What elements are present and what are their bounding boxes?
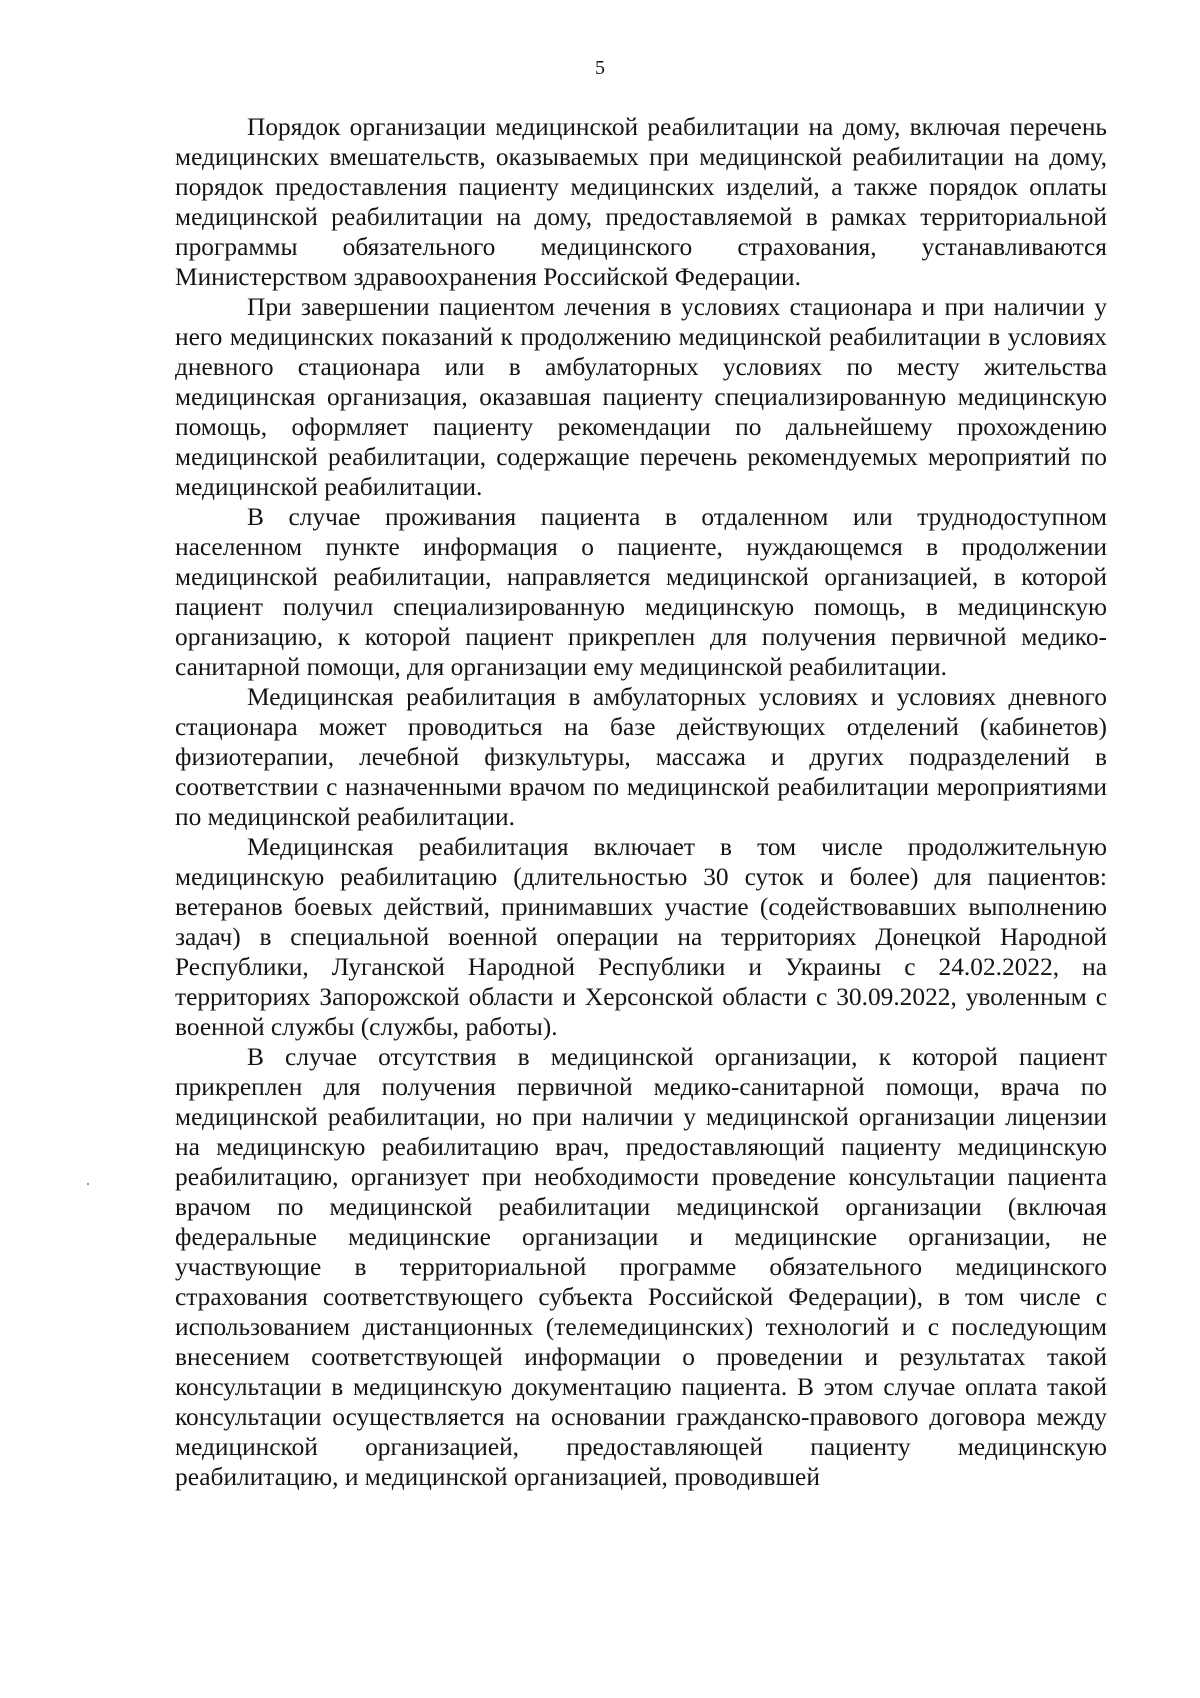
document-body: [175, 112, 1107, 1492]
paragraph-long-term-rehabilitation: Медицинская реабилитация включает в том числе продолжительную медицинскую реабилитацию (длительностью 30 суток и более) для пациентов: ветеранов боевых действий, принимавших участие (содействовавших выполнению задач) в специальной военной операции на территориях Донецкой Народной Республики, Луганской Народной Республики и Украины с 24.02.2022, на территориях Запорожской области и Херсонской области с 30.09.2022, уволенным с военной службы (службы, работы).: [175, 833, 1107, 1041]
paragraph-home-rehabilitation: Порядок организации медицинской реабилитации на дому, включая перечень медицинских вмешательств, оказываемых при медицинской реабилитации на дому, порядок предоставления пациенту медицинских изделий, а также порядок оплаты медицинской реабилитации на дому, предоставляемой в рамках территориальной программы обязательного медицинского страхования, устанавливаются Министерством здравоохранения Российской Федерации.: [175, 113, 1107, 291]
paragraph-outpatient-day-hospital: Медицинская реабилитация в амбулаторных условиях и условиях дневного стационара может проводиться на базе действующих отделений (кабинетов) физиотерапии, лечебной физкультуры, массажа и других подразделений в соответствии с назначенными врачом по медицинской реабилитации мероприятиями по медицинской реабилитации.: [175, 683, 1107, 831]
paragraph-discharge-recommendations: При завершении пациентом лечения в условиях стационара и при наличии у него медицинских показаний к продолжению медицинской реабилитации в условиях дневного стационара или в амбулаторных условиях по месту жительства медицинская организация, оказавшая пациенту специализированную медицинскую помощь, оформляет пациенту рекомендации по дальнейшему прохождению медицинской реабилитации, содержащие перечень рекомендуемых мероприятий по медицинской реабилитации.: [175, 293, 1107, 501]
page-number: 5: [595, 57, 605, 79]
paragraph-absence-of-doctor: В случае отсутствия в медицинской организации, к которой пациент прикреплен для получения первичной медико-санитарной помощи, врача по медицинской реабилитации, но при наличии у медицинской организации лицензии на медицинскую реабилитацию врач, предоставляющий пациенту медицинскую реабилитацию, организует при необходимости проведение консультации пациента врачом по медицинской реабилитации медицинской организации (включая федеральные медицинские организации и медицинские организации, не участвующие в территориальной программе обязательного медицинского страхования соответствующего субъекта Российской Федерации), в том числе с использованием дистанционных (телемедицинских) технологий и с последующим внесением соответствующей информации о проведении и результатах такой консультации в медицинскую документацию пациента. В этом случае оплата такой консультации осуществляется на основании гражданско-правового договора между медицинской организацией, предоставляющей пациенту медицинскую реабилитацию, и медицинской организацией, проводившей: [175, 1043, 1107, 1491]
scan-speck: [87, 1183, 89, 1185]
paragraph-remote-settlement: В случае проживания пациента в отдаленном или труднодоступном населенном пункте информация о пациенте, нуждающемся в продолжении медицинской реабилитации, направляется медицинской организацией, в которой пациент получил специализированную медицинскую помощь, в медицинскую организацию, к которой пациент прикреплен для получения первичной медико-санитарной помощи, для организации ему медицинской реабилитации.: [175, 503, 1107, 681]
